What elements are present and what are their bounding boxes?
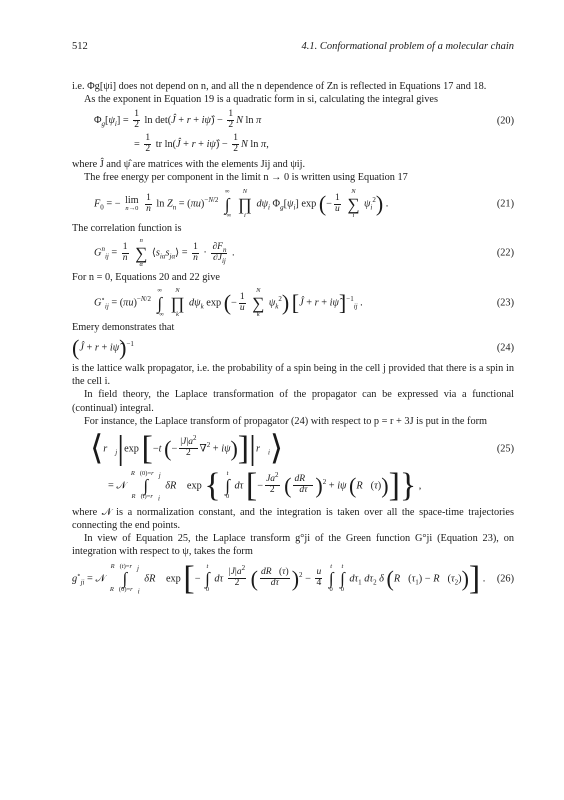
equation-content: = $\frac{1}{2}$ tr ln(Ĵ + r + iψ̂) − $\frac{1}{2}$ N ln π, — [134, 133, 269, 155]
running-head: 4.1. Conformational problem of a molecular chain — [301, 41, 514, 52]
equation-content: $F_0$ = − lim n→0 $\frac{1}{n}$ $\ln Z_n = (\pi u)^{-N/2}$ ∞ ∫ −∞ N ∏ i $d\psi_i$ $\Phi_g[\psi_i]$ exp (− $\frac{1}{u}$ N ∑ i $\psi_i^2$) . — [94, 188, 389, 219]
paragraph: For n = 0, Equations 20 and 22 give — [72, 272, 220, 284]
equation-number: (24) — [496, 342, 514, 354]
equation-26 — [72, 559, 514, 597]
equation-number: (21) — [496, 198, 514, 210]
equation-number: (22) — [496, 247, 514, 259]
equation-number: (20) — [496, 115, 514, 127]
paragraph: where 𝒩 is a normalization constant, and the integration is taken over all the space-time trajectories connecting the end points. — [72, 506, 514, 531]
equation-22 — [72, 238, 514, 268]
page-number: 512 — [72, 41, 88, 52]
equation-24 — [72, 337, 514, 359]
equation-content: $g^\circ_{ji}$ = 𝒩 $R⃗(t)=r⃗_j$ ∫ $R⃗(0)=r⃗_i$ δR⃗ exp [− t ∫ 0 dτ $\frac{|J|a^2}{2}$ ( $\frac{dR⃗(\tau)}{d\tau}$ )$^2$ − $\frac{u}{4}$ t ∫ 0 t ∫ 0 $d\tau_1$ $d\tau_2$ δ ($R⃗(\tau_1)$ − $R⃗(\tau_2)$)] . — [72, 559, 486, 597]
equation-number: (25) — [496, 443, 514, 455]
equation-25 — [72, 429, 514, 467]
page-body — [72, 80, 514, 599]
paragraph: In view of Equation 25, the Laplace transform g°ji of the Green function G°ji (Equation 23), on integration with respect to ψ, takes the form — [72, 532, 514, 557]
paragraph: The correlation function is — [72, 223, 182, 235]
paragraph: The free energy per component in the limit n → 0 is written using Equation 17 — [84, 172, 408, 184]
equation-21 — [72, 189, 514, 219]
paragraph: is the lattice walk propagator, i.e. the probability of a spin being in the cell j provided that there is a spin in the cell i. — [72, 363, 514, 388]
equation-number: (23) — [496, 297, 514, 309]
equation-number: (26) — [496, 573, 514, 585]
paragraph: For instance, the Laplace transform of propagator (24) with respect to p = r + 3J is put in the form — [84, 415, 488, 427]
equation-23 — [72, 288, 514, 318]
paragraph: i.e. Φg[ψi] does not depend on n, and all the n dependence of Zn is reflected in Equations 17 and 18. — [72, 81, 487, 92]
equation-20 — [72, 110, 514, 131]
equation-20-cont — [72, 134, 514, 155]
equation-content: = 𝒩 $R⃗(0)=r⃗_j$ ∫ $R⃗(t)=r⃗_i$ δR⃗ exp { t ∫ 0 dτ [− $\frac{Ja^2}{2}$ ( $\frac{dR⃗}{d\tau}$ )$^2$ + iψ (R⃗(τ))]} , — [108, 466, 422, 504]
equation-content: $G^\circ_{ij} = (\pi u)^{-N/2}$ ∞ ∫ −∞ N ∏ k $d\psi_k$ exp (− $\frac{1}{u}$ N ∑ k $\psi_k^2$) [Ĵ + r + iψ̂]$^{-1}_{ij}$ . — [94, 287, 363, 318]
page-header — [72, 40, 514, 54]
equation-content: (Ĵ + r + iψ̂)$^{-1}$ — [72, 335, 134, 361]
paragraph: Emery demonstrates that — [72, 322, 175, 334]
equation-content: $G^n_{ij}$ = $\frac{1}{n}$ n ∑ α $⟨s_{i\alpha}s_{j\alpha}⟩$ = $\frac{1}{n}$ · $\frac{\partial F_n}{\partial J_{ij}}$ . — [94, 237, 235, 268]
equation-25-cont — [72, 466, 514, 504]
paragraph: In field theory, the Laplace transformation of the propagator can be expressed via a functional (continual) integral. — [72, 389, 514, 414]
paragraph: where Ĵ and ψ̂ are matrices with the elements Jij and ψij. — [72, 159, 306, 170]
equation-content: $\Phi_g[\psi_i]$ = $\frac{1}{2}$ ln det(Ĵ + r + iψ̂) − $\frac{1}{2}$ N ln π — [94, 109, 262, 131]
equation-content: $⟨r⃗_j|\exp$ [−t (− $\frac{|J|a^2}{2}$ $\nabla^2 + i\psi)]|r⃗_i⟩$ — [90, 429, 284, 467]
paragraph: As the exponent in Equation 19 is a quadratic form in si, calculating the integral gives — [84, 94, 439, 106]
